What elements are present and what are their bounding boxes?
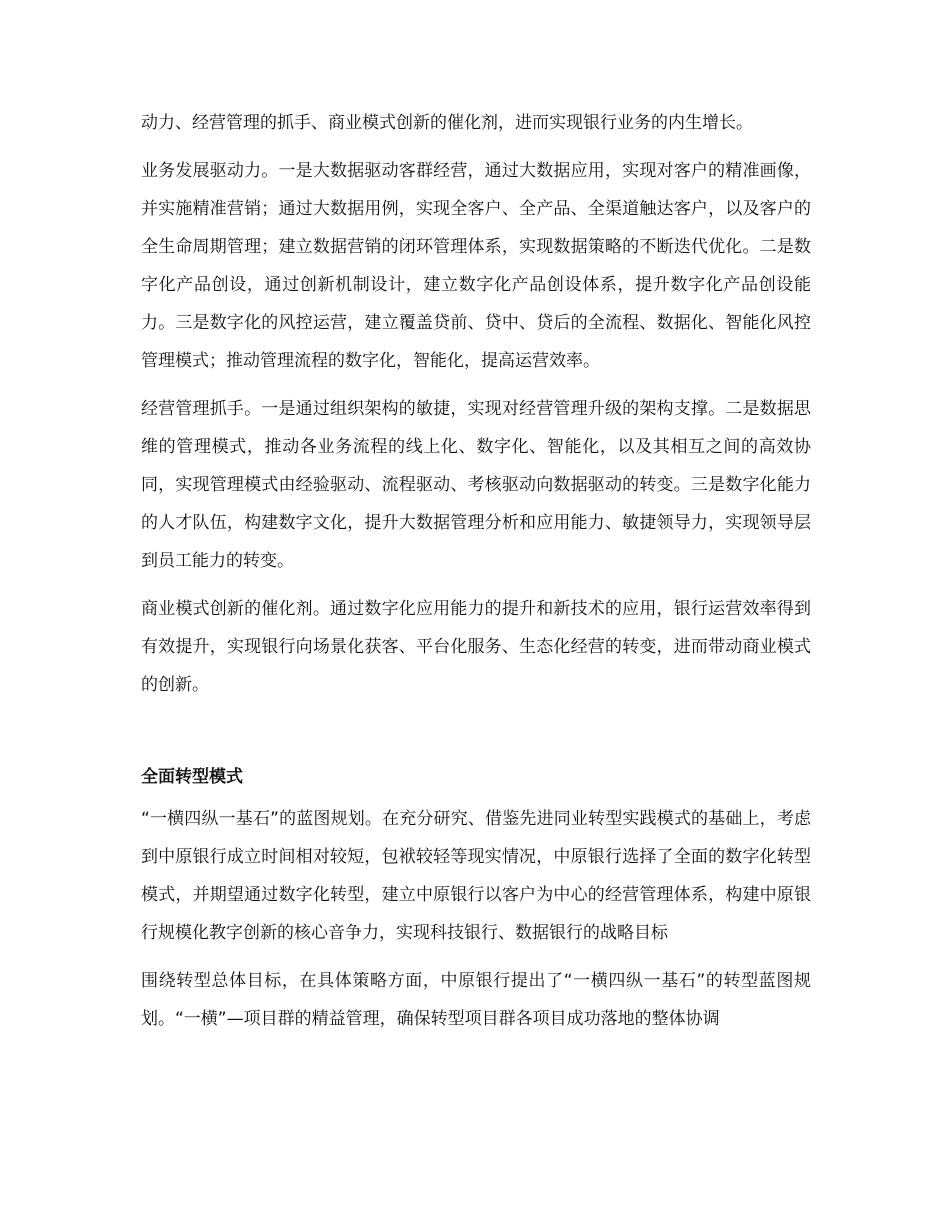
- document-page: [141, 104, 811, 1048]
- paragraph-business-model-catalyst: 商业模式创新的催化剂。通过数字化应用能力的提升和新技术的应用，银行运营效率得到有效提升，实现银行向场景化获客、平台化服务、生态化经营的转变，进而带动商业模式的创新。: [141, 599, 811, 695]
- paragraph-intro-continuation: 动力、经营管理的抓手、商业模式创新的催化剂，进而实现银行业务的内生增长。: [141, 113, 753, 133]
- paragraph-strategy: 围绕转型总体目标，在具体策略方面，中原银行提出了“一横四纵一基石”的转型蓝图规划。“一横”—项目群的精益管理，确保转型项目群各项目成功落地的整体协调: [141, 971, 811, 1029]
- section-heading: 全面转型模式: [141, 767, 243, 787]
- paragraph-blueprint: “一横四纵一基石”的蓝图规划。在充分研究、借鉴先进同业转型实践模式的基础上，考虑到中原银行成立时间相对较短，包袱较轻等现实情况，中原银行选择了全面的数字化转型模式，并期望通过数字化转型，建立中原银行以客户为中心的经营管理体系，构建中原银行规模化教字创新的核心音争力，实现科技银行、数据银行的战略目标: [141, 809, 811, 943]
- paragraph-management-lever: 经营管理抓手。一是通过组织架构的敏捷，实现对经营管理升级的架构支撑。二是数据思维的管理模式，推动各业务流程的线上化、数字化、智能化，以及其相互之间的高效协同，实现管理模式由经验驱动、流程驱动、考核驱动向数据驱动的转变。三是数字化能力的人才队伍，构建数字文化，提升大数据管理分析和应用能力、敏捷领导力，实现领导层到员工能力的转变。: [141, 399, 811, 571]
- paragraph-business-driver: 业务发展驱动力。一是大数据驱动客群经营，通过大数据应用，实现对客户的精准画像，并实施精准营销；通过大数据用例，实现全客户、全产品、全渠道触达客户，以及客户的全生命周期管理；建立数据营销的闭环管理体系，实现数据策略的不断迭代优化。二是数字化产品创设，通过创新机制设计，建立数字化产品创设体系，提升数字化产品创设能力。三是数字化的风控运营，建立覆盖贷前、贷中、贷后的全流程、数据化、智能化风控管理模式；推动管理流程的数字化，智能化，提高运营效率。: [141, 161, 811, 371]
